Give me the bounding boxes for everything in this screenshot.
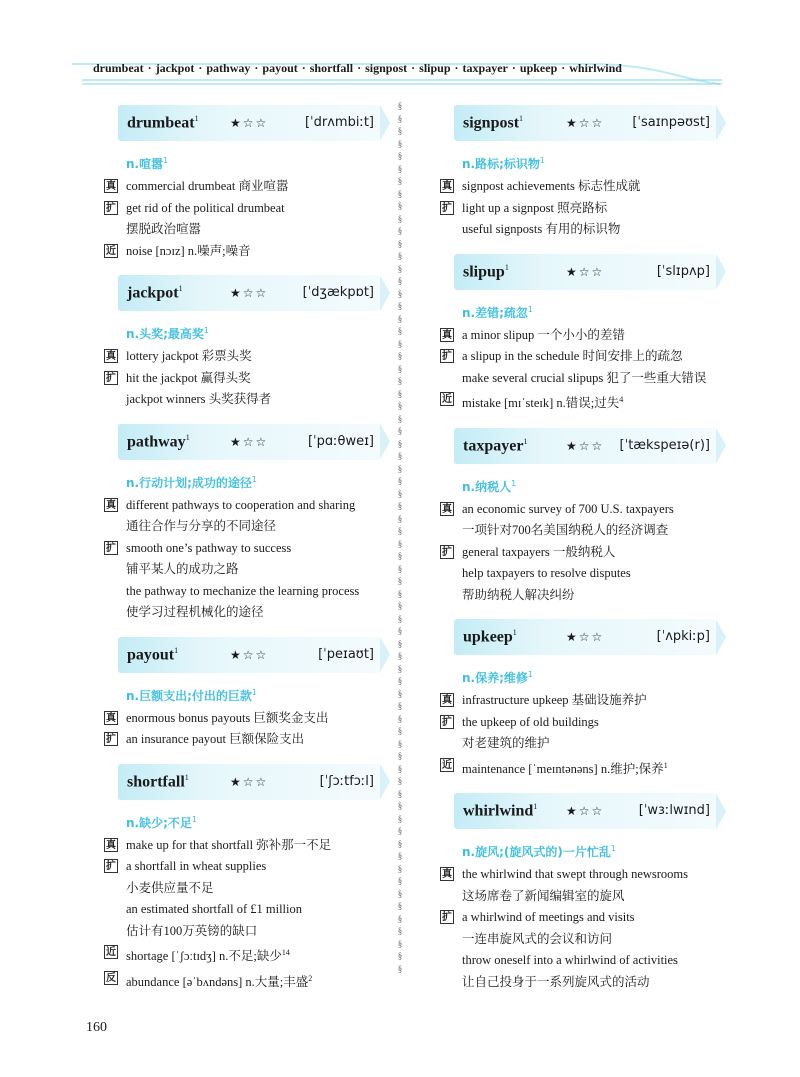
example-text: a slipup in the schedule 时间安排上的疏忽: [462, 349, 683, 363]
phonetic: [ˈslɪpʌp]: [656, 263, 710, 279]
example-text: an economic survey of 700 U.S. taxpayers: [462, 501, 674, 516]
headword: [127, 433, 190, 451]
example-text: help taxpayers to resolve disputes: [462, 566, 631, 581]
column-divider: §§§§§§§§§§§§§§§§§§§§§§§§§§§§§§§§§§§§§§§§§§§§§§§§§§§§§§§§§§§§§§§§§§§§§§: [397, 101, 403, 974]
headword-text: signpost: [463, 114, 520, 132]
example-tag-icon: 扩: [442, 912, 452, 924]
example-text: the whirlwind that swept through newsrooms: [462, 867, 689, 882]
example-continuation: [104, 899, 394, 921]
example-continuation: [440, 585, 730, 607]
example-line: [440, 755, 730, 781]
headword: [127, 284, 183, 302]
headword: [127, 646, 178, 664]
headword-bar: [454, 254, 716, 290]
page-number: 160: [86, 1020, 107, 1035]
definition: n.行动计划;成功的途径$^1$: [126, 474, 257, 490]
example-line: [104, 856, 394, 878]
phonetic: [ˈpɑːθweɪ]: [307, 433, 374, 449]
example-text: a shortfall in wheat supplies: [126, 859, 267, 873]
headword-frequency: 1: [185, 432, 190, 442]
example-continuation: [104, 602, 394, 624]
example-tag-icon: 反: [106, 972, 116, 984]
entry-upkeep: [440, 619, 730, 780]
running-header: [93, 61, 622, 76]
definition: n.差错;疏忽$^1$: [462, 304, 533, 320]
header-separator: ·: [301, 61, 306, 75]
headword-frequency: 1: [533, 802, 538, 812]
entry-drumbeat: [104, 105, 394, 262]
phonetic: [ˈpeɪaʊt]: [318, 646, 374, 662]
example-text: make up for that shortfall 弥补那一不足: [126, 837, 332, 852]
entry-whirlwind: [440, 793, 730, 993]
example-continuation: [104, 219, 394, 241]
example-text: useful signposts 有用的标识物: [462, 222, 621, 236]
example-text: 让自己投身于一系列旋风式的活动: [462, 974, 650, 989]
example-text: smooth one’s pathway to success: [126, 540, 292, 555]
example-continuation: [104, 559, 394, 581]
example-line: [440, 499, 730, 521]
header-word: pathway: [206, 61, 251, 75]
example-line: [104, 942, 394, 968]
example-text: signpost achievements 标志性成就: [462, 179, 641, 193]
headword-bar: [454, 619, 716, 655]
example-tag-icon: 真: [442, 695, 452, 707]
example-text: infrastructure upkeep 基础设施养护: [462, 693, 647, 708]
right-column: [440, 105, 730, 1006]
headword-frequency: 1: [504, 262, 509, 272]
header-word: slipup: [419, 61, 451, 75]
example-tag-icon: 扩: [442, 351, 452, 362]
header-word: drumbeat: [93, 61, 144, 75]
example-tag-icon: 扩: [106, 202, 116, 214]
definition: n.路标;标识物$^1$: [462, 156, 545, 171]
entry-taxpayer: [440, 428, 730, 607]
entry-pathway: [104, 424, 394, 624]
example-text: enormous bonus payouts 巨额奖金支出: [126, 710, 329, 725]
example-line: [104, 176, 394, 198]
header-word: whirlwind: [569, 61, 622, 75]
header-separator: ·: [561, 61, 566, 75]
example-continuation: [440, 219, 730, 241]
example-line: [440, 712, 730, 734]
difficulty-stars: ★☆☆: [566, 630, 605, 645]
header-separator: ·: [254, 61, 259, 75]
example-tag-icon: 真: [106, 181, 116, 192]
phonetic: [ˈwɜːlwɪnd]: [638, 803, 710, 819]
example-continuation: [440, 929, 730, 951]
definition: n.缺少;不足$^1$: [126, 814, 197, 830]
header-separator: ·: [511, 61, 516, 75]
headword: [463, 263, 509, 281]
example-text: commercial drumbeat 商业喧嚣: [126, 179, 289, 193]
example-continuation: [440, 972, 730, 994]
example-text: 摆脱政治喧嚣: [126, 222, 202, 236]
example-text: hit the jackpot 赢得头奖: [126, 370, 251, 385]
example-tag-icon: 真: [106, 351, 116, 362]
difficulty-stars: ★☆☆: [230, 286, 269, 300]
header-word: signpost: [365, 61, 408, 75]
phonetic: [ˈsaɪnpəʊst]: [632, 115, 710, 130]
example-line: [440, 198, 730, 220]
example-tag-icon: 近: [442, 394, 452, 405]
header-word: payout: [262, 61, 298, 75]
headword: [463, 437, 527, 455]
difficulty-stars: ★☆☆: [230, 434, 269, 449]
entry-shortfall: [104, 764, 394, 994]
headword-bar: [118, 764, 380, 800]
example-line: [440, 389, 730, 415]
headword: [463, 628, 517, 646]
example-line: [104, 708, 394, 730]
header-word: taxpayer: [462, 61, 508, 75]
example-text: maintenance [ˈmeɪntənəns] n.维护;保养$^1$: [462, 760, 668, 776]
phonetic: [ˈʃɔːtfɔːl]: [319, 773, 374, 789]
definition: n.喧嚣$^1$: [126, 156, 169, 171]
difficulty-stars: ★☆☆: [230, 116, 269, 130]
definition: n.旋风;(旋风式的)一片忙乱$^1$: [462, 844, 616, 860]
example-line: [104, 368, 394, 390]
header-separator: ·: [357, 61, 362, 75]
example-text: different pathways to cooperation and sharing: [126, 497, 356, 512]
example-tag-icon: 真: [442, 181, 452, 192]
difficulty-stars: ★☆☆: [566, 804, 605, 819]
headword-text: taxpayer: [463, 436, 524, 454]
phonetic: [ˈdʒækpɒt]: [302, 285, 374, 300]
example-tag-icon: 扩: [106, 734, 116, 745]
headword-bar: [454, 793, 716, 829]
example-tag-icon: 扩: [442, 716, 452, 728]
headword-frequency: 1: [194, 114, 199, 123]
example-tag-icon: 真: [106, 499, 116, 511]
phonetic: [ˈdrʌmbiːt]: [304, 115, 374, 130]
headword-text: shortfall: [127, 772, 185, 790]
example-text: make several crucial slipups 犯了一些重大错误: [462, 370, 707, 385]
headword-bar: [118, 424, 380, 460]
headword-frequency: 1: [519, 114, 524, 123]
example-text: noise [nɔɪz] n.噪声;噪音: [126, 243, 251, 258]
example-tag-icon: 扩: [106, 372, 116, 384]
example-text: 对老建筑的维护: [462, 736, 550, 751]
example-line: [440, 325, 730, 347]
example-continuation: [440, 733, 730, 755]
example-tag-icon: 真: [106, 712, 116, 724]
example-text: abundance [əˈbʌndəns] n.大量;丰盛$^2$: [126, 973, 313, 989]
example-continuation: [440, 886, 730, 908]
example-continuation: [440, 368, 730, 390]
definition: n.保养;维修$^1$: [462, 670, 533, 686]
headword-bar: [454, 105, 716, 141]
example-text: 一项针对700名美国纳税人的经济调查: [462, 523, 669, 538]
example-line: [104, 835, 394, 857]
example-continuation: [440, 950, 730, 972]
example-text: 使学习过程机械化的途径: [126, 605, 264, 619]
header-separator: ·: [147, 61, 152, 75]
example-text: shortage [ˈʃɔːtɪdʒ] n.不足;缺少$^{14}$: [126, 948, 290, 964]
example-tag-icon: 扩: [442, 202, 452, 214]
example-text: 一连串旋风式的会议和访问: [462, 931, 613, 946]
header-separator: ·: [454, 61, 459, 75]
headword: [127, 114, 199, 132]
example-text: 小麦供应量不足: [126, 880, 214, 895]
entry-jackpot: [104, 275, 394, 411]
example-line: [440, 542, 730, 564]
example-text: an insurance payout 巨额保险支出: [126, 732, 305, 746]
headword-bar: [118, 105, 380, 141]
headword-text: slipup: [463, 262, 505, 280]
header-word: jackpot: [155, 61, 195, 75]
example-text: light up a signpost 照亮路标: [462, 200, 608, 215]
example-continuation: [104, 581, 394, 603]
headword-frequency: 1: [184, 772, 189, 782]
headword-text: jackpot: [127, 284, 179, 302]
difficulty-stars: ★☆☆: [566, 264, 605, 279]
example-text: mistake [mɪˈsteɪk] n.错误;过失$^4$: [462, 395, 624, 411]
difficulty-stars: ★☆☆: [230, 647, 269, 662]
definition: n.纳税人$^1$: [462, 478, 517, 494]
example-text: 这场席卷了新闻编辑室的旋风: [462, 888, 625, 903]
header-separator: ·: [198, 61, 203, 75]
example-line: [104, 968, 394, 994]
example-tag-icon: 扩: [442, 546, 452, 558]
headword-bar: [454, 428, 716, 464]
example-line: [104, 198, 394, 220]
example-text: a whirlwind of meetings and visits: [462, 910, 635, 925]
header-rule: [82, 78, 722, 86]
example-continuation: [104, 878, 394, 900]
example-tag-icon: 近: [442, 759, 452, 771]
definition: n.头奖;最高奖$^1$: [126, 326, 209, 341]
example-text: 估计有100万英镑的缺口: [126, 923, 258, 938]
header-word: upkeep: [519, 61, 558, 75]
example-continuation: [440, 520, 730, 542]
example-continuation: [104, 516, 394, 538]
example-line: [104, 729, 394, 751]
headword-frequency: 1: [178, 284, 183, 293]
example-text: jackpot winners 头奖获得者: [126, 392, 272, 406]
entry-slipup: [440, 254, 730, 415]
difficulty-stars: ★☆☆: [566, 438, 605, 453]
entry-signpost: [440, 105, 730, 241]
headword-text: payout: [127, 645, 175, 663]
headword: [127, 773, 189, 791]
headword-bar: [118, 275, 380, 311]
example-line: [440, 907, 730, 929]
example-tag-icon: 近: [106, 947, 116, 958]
headword-bar: [118, 637, 380, 673]
example-text: lottery jackpot 彩票头奖: [126, 349, 252, 363]
headword-frequency: 1: [523, 436, 528, 446]
example-tag-icon: 真: [442, 503, 452, 515]
example-tag-icon: 近: [106, 245, 116, 257]
example-text: the pathway to mechanize the learning process: [126, 583, 360, 598]
example-tag-icon: 扩: [106, 861, 116, 872]
headword-text: upkeep: [463, 628, 513, 646]
headword-frequency: 1: [512, 628, 517, 638]
entry-payout: [104, 637, 394, 751]
left-column: [104, 105, 394, 1006]
headword: [463, 802, 537, 820]
example-tag-icon: 真: [442, 329, 452, 341]
headword-text: whirlwind: [463, 802, 534, 820]
example-text: throw oneself into a whirlwind of activities: [462, 953, 678, 968]
example-continuation: [104, 389, 394, 411]
example-text: the upkeep of old buildings: [462, 714, 599, 729]
example-line: [440, 346, 730, 368]
example-line: [440, 176, 730, 198]
example-continuation: [440, 563, 730, 585]
example-line: [440, 690, 730, 712]
example-line: [104, 241, 394, 263]
example-text: general taxpayers 一般纳税人: [462, 544, 616, 559]
example-tag-icon: 真: [106, 839, 116, 851]
headword-frequency: 1: [174, 645, 179, 655]
example-tag-icon: 真: [442, 869, 452, 881]
header-separator: ·: [411, 61, 416, 75]
difficulty-stars: ★☆☆: [566, 116, 605, 130]
example-text: a minor slipup 一个小小的差错: [462, 327, 625, 342]
example-text: get rid of the political drumbeat: [126, 200, 285, 215]
phonetic: [ˈʌpkiːp]: [656, 629, 710, 645]
example-line: [440, 864, 730, 886]
difficulty-stars: ★☆☆: [230, 774, 269, 789]
example-text: 通往合作与分享的不同途径: [126, 519, 277, 533]
headword-text: pathway: [127, 432, 186, 450]
headword: [463, 114, 523, 132]
example-text: an estimated shortfall of £1 million: [126, 902, 303, 916]
phonetic: [ˈtækspeɪə(r)]: [619, 437, 710, 453]
header-word: shortfall: [309, 61, 354, 75]
headword-text: drumbeat: [127, 114, 195, 132]
example-text: 帮助纳税人解决纠纷: [462, 587, 575, 602]
example-tag-icon: 扩: [106, 542, 116, 554]
example-text: 铺平某人的成功之路: [126, 562, 239, 576]
example-continuation: [104, 921, 394, 943]
example-line: [104, 538, 394, 560]
definition: n.巨额支出;付出的巨款$^1$: [126, 687, 257, 703]
example-line: [104, 495, 394, 517]
example-line: [104, 346, 394, 368]
